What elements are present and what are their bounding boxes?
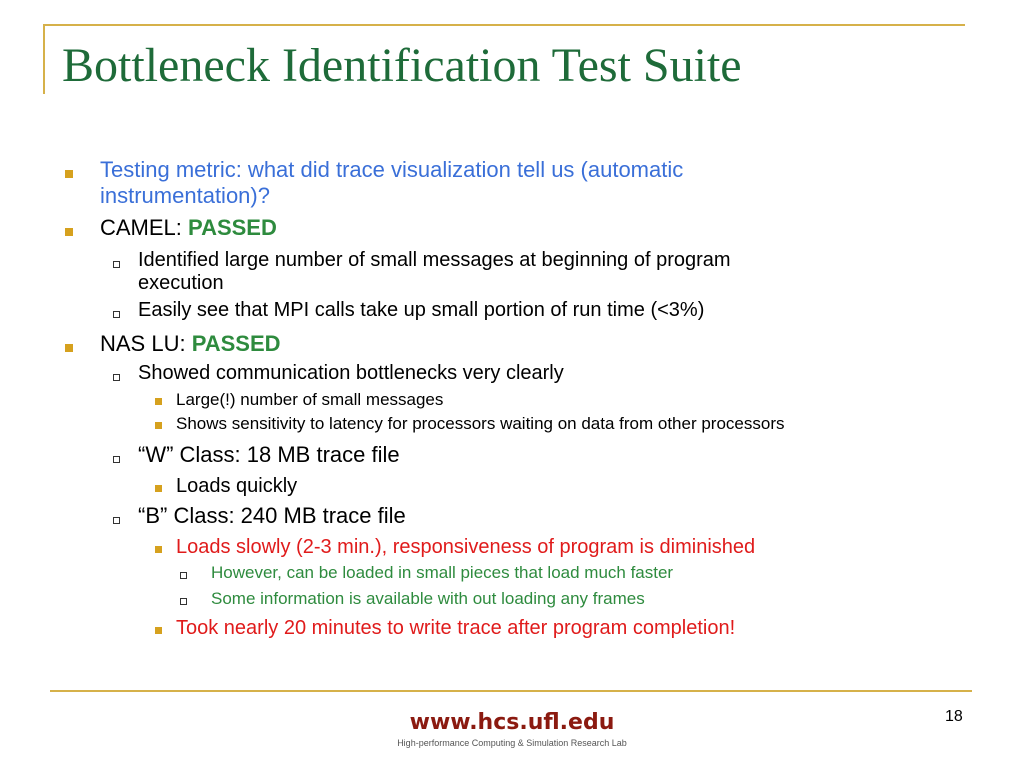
bullet-square-icon <box>65 228 73 236</box>
camel-item-1-line1: Identified large number of small messages at beginning of program <box>138 249 731 271</box>
sub-bullet-hollow-square-icon <box>180 598 187 605</box>
nas-lu-item-2: “W” Class: 18 MB trace file <box>138 442 400 467</box>
camel-item-1-line2: execution <box>138 272 224 294</box>
nas-lu-item-3a: Loads slowly (2-3 min.), responsiveness of program is diminished <box>176 536 756 558</box>
bullet-square-icon <box>155 398 162 405</box>
bullet-square-icon <box>155 546 162 553</box>
nas-lu-item-3a-i: However, can be loaded in small pieces that load much faster <box>211 563 674 582</box>
nas-lu-item-1a: Large(!) number of small messages <box>176 390 444 409</box>
bullet-nas-lu <box>100 331 281 357</box>
slide-title: Bottleneck Identification Test Suite <box>62 39 742 92</box>
camel-status: PASSED <box>188 215 277 240</box>
bullet-camel <box>100 215 277 241</box>
nas-lu-item-3a-ii: Some information is available with out loading any frames <box>211 589 645 608</box>
sub-bullet-hollow-square-icon <box>113 374 120 381</box>
nas-lu-item-1b: Shows sensitivity to latency for processors waiting on data from other processors <box>176 414 785 433</box>
bullet-testing-metric-line2: instrumentation)? <box>100 183 270 208</box>
page-number: 18 <box>945 708 963 725</box>
footer-lab-name: High-performance Computing & Simulation Research Lab <box>397 738 627 748</box>
camel-item-2: Easily see that MPI calls take up small portion of run time (<3%) <box>138 299 705 321</box>
bullet-square-icon <box>65 344 73 352</box>
sub-bullet-hollow-square-icon <box>113 261 120 268</box>
footer-rule <box>50 690 972 692</box>
bullet-square-icon <box>155 485 162 492</box>
bullet-square-icon <box>155 627 162 634</box>
nas-lu-item-3: “B” Class: 240 MB trace file <box>138 503 406 528</box>
nas-lu-label: NAS LU: <box>100 331 192 356</box>
footer-url: www.hcs.ufl.edu <box>409 710 615 735</box>
sub-bullet-hollow-square-icon <box>113 456 120 463</box>
bullet-square-icon <box>65 170 73 178</box>
nas-lu-item-1: Showed communication bottlenecks very clearly <box>138 362 564 384</box>
camel-label: CAMEL: <box>100 215 189 240</box>
bullet-square-icon <box>155 422 162 429</box>
sub-bullet-hollow-square-icon <box>180 572 187 579</box>
nas-lu-status: PASSED <box>191 331 281 356</box>
sub-bullet-hollow-square-icon <box>113 517 120 524</box>
sub-bullet-hollow-square-icon <box>113 311 120 318</box>
nas-lu-item-2a: Loads quickly <box>176 475 298 497</box>
nas-lu-item-3b: Took nearly 20 minutes to write trace after program completion! <box>176 617 736 639</box>
bullet-testing-metric-line1: Testing metric: what did trace visualization tell us (automatic <box>100 157 684 182</box>
